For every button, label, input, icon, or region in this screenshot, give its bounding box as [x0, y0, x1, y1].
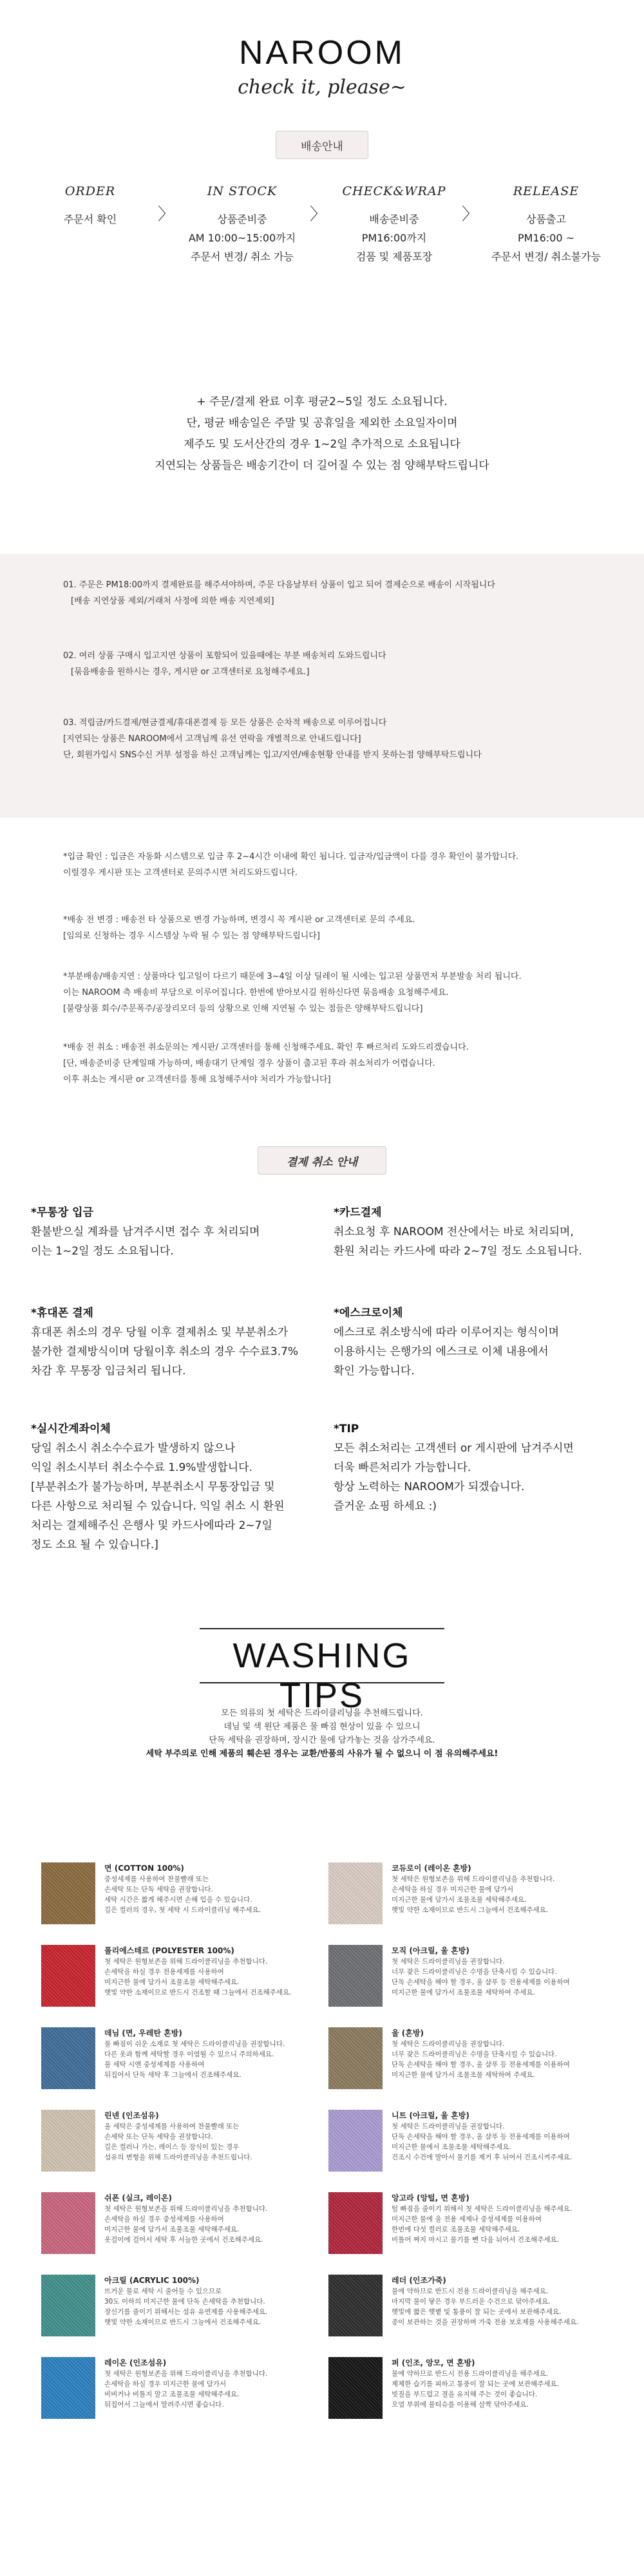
refund-title: *무통장 입금 — [31, 1206, 93, 1219]
fabric-swatch — [41, 2110, 95, 2172]
delivery-notice — [0, 392, 644, 477]
fabric-care-line: 너무 잦은 드라이클리닝은 수명을 단축시킬 수 있습니다. — [392, 2050, 557, 2058]
fabric-swatch — [328, 1862, 383, 1924]
fabric-name: 폴리에스테르 (POLYESTER 100%) — [104, 1946, 234, 1955]
step-line: 주문서 확인 — [63, 213, 117, 225]
refund-line: 취소요청 후 NAROOM 전산에서는 바로 처리되며, — [334, 1226, 574, 1238]
notice-line: 단, 평균 배송일은 주말 및 공휴일을 제외한 소요일자이며 — [186, 417, 458, 430]
refund-line: 당일 취소시 취소수수료가 발생하지 않으나 — [31, 1442, 236, 1455]
fabric-swatch — [328, 2357, 383, 2419]
fabric-item-polyester — [41, 1945, 325, 2009]
refund-line: 휴대폰 취소의 경우 당월 이후 결제취소 및 부분취소가 — [31, 1326, 289, 1339]
fabric-care-line: 뜨거운 물로 세탁 시 줄어들 수 있으므로 — [104, 2287, 222, 2295]
info-line: *부분배송/배송지연 : 상품마다 입고일이 다르기 때문에 3~4일 이상 딜레이 될 시에는 입고된 상품먼저 부분발송 처리 됩니다. — [63, 972, 522, 981]
fabric-swatch — [328, 2192, 383, 2254]
order-process-steps — [29, 184, 615, 281]
info-line: 이럴경우 게시판 또는 고객센터로 문의주시면 처리도와드립니다. — [63, 868, 298, 878]
fabric-care-line: 미지근한 물에 담가서 조물조물 세탁해주세요. — [104, 1978, 240, 1986]
refund-line: 익일 취소시부터 취소수수료 1.9%발생합니다. — [31, 1461, 252, 1474]
fabric-care-line: 미지근한 물에 담가서 조물조물 세탁하여 주세요. — [392, 1989, 535, 1996]
fabric-care-line: 마지막 물이 닿은 경우 부드러운 수건으로 닦아주세요. — [392, 2298, 551, 2306]
refund-line: 정도 소요 될 수 있습니다.] — [31, 1539, 158, 1551]
chevron-right-icon: 〉 — [310, 205, 327, 224]
step-line: 상품준비중 — [217, 213, 267, 225]
notice-line: 지연되는 상품들은 배송기간이 더 길어질 수 있는 점 양해부탁드립니다 — [155, 459, 489, 472]
fabric-swatch — [41, 2275, 95, 2336]
fabric-item-corduroy — [328, 1862, 612, 1927]
fabric-name: 울 (혼방) — [392, 2029, 424, 2038]
step-in-stock — [181, 184, 303, 266]
brand-title: NAROOM — [239, 34, 405, 71]
step-title: IN STOCK — [207, 184, 278, 198]
fabric-swatch — [41, 1862, 95, 1924]
refund-title: *휴대폰 결제 — [31, 1307, 93, 1320]
rule-note: [지연되는 상품은 NAROOM에서 고객님께 유선 연락을 개별적으로 안내드립니다] — [63, 734, 361, 744]
fabric-care-line: 첫 세탁은 원형보존을 위해 드라이클리닝을 추천합니다. — [104, 2370, 268, 2378]
fabric-care-line: 햇빛에 짧은 햇볕 및 통풍이 잘 되는 곳에서 보관해주세요. — [392, 2308, 562, 2316]
refund-line: 에스크로 취소방식에 따라 이루어지는 형식이며 — [334, 1326, 560, 1339]
fabric-care-line: 뒤집어서 단독 세탁 후 그늘에서 건조해주세요. — [104, 2071, 242, 2079]
fabric-care-line: 미지근한 물에서 조물조물 세탁해주세요. — [392, 2143, 511, 2151]
refund-line: 환원 처리는 카드사에 따라 2~7일 정도 소요됩니다. — [334, 1245, 582, 1258]
step-line: 검품 및 제품포장 — [355, 251, 433, 263]
refund-card — [334, 1203, 617, 1261]
refund-line: 차감 후 무통장 입금처리 됩니다. — [31, 1365, 186, 1378]
rule-text: 03. 적립금/카드결제/현금결제/휴대폰결제 등 모든 상품은 순차적 배송으로 이루어집니다 — [63, 718, 387, 728]
fabric-care-line: 비틀어 짜지 마시고 물기를 뺀 다음 뉘어서 건조해주세요. — [392, 2236, 559, 2244]
step-check-wrap — [333, 184, 455, 266]
fabric-care-line: 물에 약하므로 반드시 전용 드라이클리닝을 해주세요. — [392, 2370, 549, 2378]
washing-intro-line: 모든 의류의 첫 세탁은 드라이클리닝을 추천해드립니다. — [221, 1709, 423, 1718]
info-line: [불량상품 회수/주문폭주/공장리모더 등의 상황으로 인해 지연될 수 있는 점들은 양해부탁드립니다] — [63, 1004, 423, 1014]
fabric-name: 앙고라 (앙털, 면 혼방) — [392, 2193, 469, 2202]
notice-line: 제주도 및 도서산간의 경우 1~2일 추가적으로 소요됩니다 — [184, 438, 460, 451]
rule-note: 단, 회원가입시 SNS수신 거부 설정을 하신 고객님께는 입고/지연/배송현황 안내를 받지 못하는점 양해부탁드립니다 — [63, 750, 482, 760]
fabric-care-line: 제제한 습기를 피하고 통풍이 잘 되는 곳에 보관해주세요. — [392, 2380, 559, 2388]
fabric-name: 니트 (아크릴, 울 혼방) — [392, 2111, 469, 2120]
refund-line: 모든 취소처리는 고객센터 or 게시판에 남겨주시면 — [334, 1442, 574, 1455]
step-title: RELEASE — [513, 184, 580, 198]
info-line: [단, 배송준비중 단계일때 가능하며, 배송대기 단계일 경우 상품이 출고된 후라 취소처리가 어렵습니다. — [63, 1059, 435, 1068]
fabric-care-line: 손세탁 또는 단독 세탁을 권장합니다. — [104, 1886, 213, 1893]
fabric-item-cotton — [41, 1862, 325, 1927]
fabric-care-line: 중성세제를 사용하여 찬물빨래 또는 — [104, 1875, 209, 1883]
info-line: *입금 확인 : 입금은 자동화 시스템으로 입금 후 2~4시간 이내에 확인 됩니다. 입금자/입금액이 다를 경우 확인이 불가합니다. — [63, 852, 519, 862]
fabric-item-rayon — [41, 2357, 325, 2421]
refund-line: 환불받으실 계좌를 남겨주시면 접수 후 처리되며 — [31, 1226, 260, 1238]
fabric-care-line: 첫 세탁은 드라이클리닝을 권장합니다. — [392, 1958, 505, 1965]
fabric-care-line: 종이 보관하는 것을 권장하며 가죽 전용 보호제를 사용해주세요. — [392, 2318, 579, 2326]
info-payment-check — [63, 849, 617, 881]
fabric-care-line: 너무 잦은 드라이클리닝은 수명을 단축시킬 수 있습니다. — [392, 1968, 557, 1976]
fabric-care-line: 손세탁을 하실 경우 중성세제를 사용하여 — [104, 2215, 224, 2223]
washing-tips-title: WASHING TIPS — [232, 1636, 412, 1715]
fabric-care-line: 손세탁을 하실 경우 미지근한 물에 담가서 — [392, 1886, 514, 1893]
chevron-right-icon: 〉 — [462, 205, 479, 224]
washing-intro — [0, 1707, 644, 1761]
refund-line: 이는 1~2일 정도 소요됩니다. — [31, 1245, 174, 1258]
refund-line: 다른 사항으로 처리될 수 있습니다. 익일 취소 시 환원 — [31, 1500, 285, 1513]
rule-note: [배송 지연상품 제외/거래처 사정에 의한 배송 지연제외] — [71, 596, 274, 606]
rule-text: 02. 여러 상품 구매시 입고지연 상품이 포함되어 있을때에는 부분 배송처리 도와드립니다 — [63, 651, 386, 661]
fabric-care-line: 섬유의 변형을 위해 드라이클리닝을 추천드립니다. — [104, 2154, 252, 2161]
refund-line: 즐거운 쇼핑 하세요 :) — [334, 1500, 437, 1513]
fabric-item-leather — [328, 2275, 612, 2339]
rule-note: [묶음배송을 원하시는 경우, 게시판 or 고객센터로 요청해주세요.] — [71, 667, 310, 677]
fabric-care-line: 손세탁 또는 단독 세탁을 권장합니다. — [104, 2133, 213, 2141]
fabric-swatch — [41, 2192, 95, 2254]
fabric-swatch — [41, 1945, 95, 2007]
fabric-care-line: 햇빛 약한 소재이므로 반드시 그늘에서 건조해주세요. — [392, 1906, 549, 1914]
info-line: 이는 NAROOM 측 배송비 부담으로 이루어집니다. 한번에 받아보시길 원하신다면 묶음배송 요청해주세요. — [63, 988, 449, 998]
info-line: *배송 전 취소 : 배송전 취소문의는 게시판/ 고객센터를 통해 신청해주세요. 확인 후 빠르처리 도와드리겠습니다. — [63, 1043, 469, 1052]
fabric-care-line: 건조시 수건에 말아서 물기를 제거 후 뉘어서 건조시켜주세요. — [392, 2154, 573, 2161]
fabric-item-acrylic — [41, 2275, 325, 2339]
refund-line: 더욱 빠른처리가 가능합니다. — [334, 1461, 471, 1474]
fabric-care-line: 첫 세탁은 원형보존을 위해 드라이클리닝을 추천합니다. — [392, 1875, 555, 1883]
fabric-care-line: 단독 손세탁을 해야 할 경우, 울 샴푸 등 전용세제를 이용하여 — [392, 2061, 570, 2069]
fabric-care-line: 한번에 다섯 컬러로 조물조물 세탁해주세요. — [392, 2226, 520, 2233]
rule-item-03 — [63, 715, 617, 763]
step-line: 배송준비중 — [369, 213, 419, 225]
fabric-care-line: 빗질을 부드럽고 결을 유지해 주는 것이 좋습니다. — [392, 2391, 538, 2398]
delivery-info-badge: 배송안내 — [276, 131, 368, 159]
washing-intro-line: 데님 및 색 원단 제품은 물 빠짐 현상이 있을 수 있으니 — [223, 1722, 421, 1732]
rule-text: 01. 주문은 PM18:00까지 결제완료를 해주셔야하며, 주문 다음날부터 상품이 입고 되어 결제순으로 배송이 시작됩니다 — [63, 580, 495, 590]
fabric-care-line: 미지근한 물에 울 전용 세제나 중성세제를 이용하여 — [392, 2215, 542, 2223]
fabric-name: 린넨 (인조섬유) — [104, 2111, 159, 2120]
fabric-swatch — [328, 2110, 383, 2172]
fabric-care-line: 물에 약하므로 반드시 전용 드라이클리닝을 해주세요. — [392, 2287, 549, 2295]
refund-title: *실시간계좌이체 — [31, 1423, 111, 1435]
info-change-before-shipping — [63, 912, 617, 944]
refund-line: 처리는 결제해주신 은행사 및 카드사에따라 2~7일 — [31, 1519, 272, 1532]
fabric-item-chiffon — [41, 2192, 325, 2257]
washing-intro-warning: 세탁 부주의로 인해 제품의 훼손된 경우는 교환/반품의 사유가 될 수 없으니 이 점 유의해주세요! — [146, 1749, 498, 1759]
refund-tip — [334, 1419, 617, 1516]
refund-bank-transfer — [31, 1203, 314, 1261]
fabric-swatch — [328, 2275, 383, 2336]
refund-title: *TIP — [334, 1423, 359, 1435]
washing-intro-line: 단독 세탁을 권장하며, 장시간 물에 담가놓는 것을 삼가주세요. — [209, 1736, 435, 1745]
fabric-care-line: 단독 손세탁을 해야 할 경우, 울 샴푸 등 전용세제를 이용하여 — [392, 1978, 570, 1986]
fabric-care-line: 첫 세탁은 원형보존을 위해 드라이클리닝을 추천합니다. — [104, 2205, 268, 2213]
step-line: 상품출고 — [526, 213, 566, 225]
refund-line: 확인 가능합니다. — [334, 1365, 415, 1378]
refund-escrow — [334, 1303, 617, 1381]
info-cancel-before-shipping — [63, 1039, 617, 1088]
fabric-care-line: 비비거나 비틀지 말고 조물조물 세탁해주세요. — [104, 2391, 240, 2398]
refund-realtime-transfer — [31, 1419, 314, 1555]
notice-line: + 주문/결제 완료 이후 평균2~5일 정도 소요됩니다. — [196, 395, 448, 408]
fabric-swatch — [328, 1945, 383, 2007]
fabric-care-line: 손세탁을 하실 경우 전용세제를 사용하여 — [104, 1968, 224, 1976]
rule-item-01 — [63, 577, 617, 609]
fabric-name: 퍼 (인조, 앙모, 면 혼방) — [392, 2358, 475, 2367]
step-title: CHECK&WRAP — [342, 184, 446, 198]
fabric-item-angora — [328, 2192, 612, 2257]
fabric-name: 아크릴 (ACRYLIC 100%) — [104, 2276, 200, 2285]
fabric-care-line: 다른 옷과 함께 세탁할 경우 이염될 수 있으니 주의하세요. — [104, 2050, 274, 2058]
fabric-name: 모직 (아크릴, 울 혼방) — [392, 1946, 469, 1955]
fabric-name: 코듀로이 (레이온 혼방) — [392, 1864, 471, 1873]
step-line: 주문서 변경/ 취소불가능 — [491, 251, 601, 263]
fabric-name: 쉬폰 (실크, 레이온) — [104, 2193, 173, 2202]
fabric-care-line: 물 빠짐이 쉬운 소재로 첫 세탁은 드라이클리닝을 권장합니다. — [104, 2040, 285, 2048]
fabric-care-line: 첫 세탁은 드라이클리닝을 권장합니다. — [392, 2040, 505, 2048]
info-line: [임의로 신청하는 경우 시스템상 누락 될 수 있는 점 양해부탁드립니다] — [63, 931, 320, 941]
fabric-care-line: 뒤집어서 그늘에서 말려주시면 좋습니다. — [104, 2401, 224, 2409]
refund-line: 이용하시는 은행가의 에스크로 이체 내용에서 — [334, 1345, 549, 1358]
fabric-name: 데님 (면, 우레탄 혼방) — [104, 2029, 182, 2038]
info-line: *배송 전 변경 : 배송전 타 상품으로 변경 가능하며, 변경시 꼭 게시판 or 고객센터로 문의 주세요. — [63, 915, 415, 925]
fabric-item-knit — [328, 2110, 612, 2174]
step-line: PM16:00까지 — [361, 232, 427, 244]
refund-mobile-payment — [31, 1303, 314, 1381]
fabric-item-denim — [41, 2027, 325, 2092]
fabric-care-line: 햇빛 약한 소재이므로 반드시 그늘에서 건조해주세요. — [104, 2318, 261, 2326]
fabric-name: 면 (COTTON 100%) — [104, 1864, 184, 1873]
fabric-care-line: 털 빠짐을 줄이기 위해서 첫 세탁은 드라이클리닝을 해주세요. — [392, 2205, 573, 2213]
fabric-care-line: 손세탁을 하실 경우 미지근한 물에 담가서 — [104, 2380, 227, 2388]
step-title: ORDER — [64, 184, 116, 198]
fabric-swatch — [41, 2357, 95, 2419]
fabric-care-line: 장신기를 줄이기 위해서는 섬유 유연제를 사용해주세요. — [104, 2308, 268, 2316]
step-line: PM16:00 ~ — [517, 232, 575, 244]
fabric-care-line: 길은 컬러나 가는, 레이스 등 장식이 있는 경우 — [104, 2143, 240, 2151]
refund-line: 항상 노력하는 NAROOM가 되겠습니다. — [334, 1481, 525, 1493]
fabric-care-line: 미지근한 물에 담가서 조물조물 세탁해주세요. — [392, 1896, 527, 1904]
fabric-item-fur — [328, 2357, 612, 2421]
fabric-care-line: 첫 세탁은 원형보존을 위해 드라이클리닝을 추천합니다. — [104, 1958, 268, 1965]
fabric-care-line: 길은 컬러의 경우, 첫 세탁 시 드라이클리닝 해주세요. — [104, 1906, 261, 1914]
step-line: 주문서 변경/ 취소 가능 — [191, 251, 294, 263]
refund-title: *에스크로이체 — [334, 1307, 403, 1320]
fabric-item-wool-blend — [328, 1945, 612, 2009]
fabric-care-line: 울 세탁은 중성세제를 사용하여 찬물빨래 또는 — [104, 2123, 240, 2130]
fabric-care-line: 세탁 시간은 짧게 해주시면 손해 입을 수 있습니다. — [104, 1896, 252, 1904]
fabric-name: 레이온 (인조섬유) — [104, 2358, 167, 2367]
fabric-care-line: 오염 부위에 물티슈를 이용해 살짝 닦아주세요. — [392, 2401, 529, 2409]
fabric-care-line: 단독 손세탁을 해야 할 경우, 울 샴푸 등 전용세제를 이용하여 — [392, 2133, 570, 2141]
info-line: 이후 취소는 게시판 or 고객센터를 통해 요청해주셔야 처리가 가능합니다] — [63, 1075, 331, 1084]
fabric-care-line: 옷걸이에 걸어서 세탁 후 서늘한 곳에서 건조해주세요. — [104, 2236, 263, 2244]
refund-title: *카드결제 — [334, 1206, 382, 1219]
fabric-swatch — [41, 2027, 95, 2089]
step-line: AM 10:00~15:00까지 — [188, 232, 296, 244]
fabric-item-linen — [41, 2110, 325, 2174]
fabric-name: 레더 (인조가죽) — [392, 2276, 446, 2285]
chevron-right-icon: 〉 — [158, 205, 175, 224]
fabric-care-line: 30도 이하의 미지근한 물에 단독 손세탁을 추천합니다. — [104, 2298, 265, 2306]
refund-line: [부분취소가 불가능하며, 부분취소시 무통장입금 및 — [31, 1481, 275, 1493]
order-rules-box — [0, 554, 644, 818]
fabric-care-line: 물 세탁 시엔 중성세제를 사용하여 — [104, 2061, 205, 2069]
rule-item-02 — [63, 648, 617, 680]
step-order — [29, 184, 151, 229]
fabric-care-line: 햇빛 약한 소재이므로 반드시 건조할 때 그늘에서 건조해주세요. — [104, 1989, 292, 1996]
fabric-care-line: 미지근한 물에 담가서 조물조물 세탁하여 주세요. — [392, 2071, 535, 2079]
step-release — [485, 184, 607, 266]
refund-line: 불가한 결제방식이며 당월이후 취소의 경우 수수료3.7% — [31, 1345, 299, 1358]
brand-slogan: check it, please~ — [238, 76, 406, 99]
fabric-item-wool — [328, 2027, 612, 2092]
refund-info-badge: 결제 취소 안내 — [258, 1146, 386, 1175]
fabric-care-line: 첫 세탁은 드라이클리닝을 권장합니다. — [392, 2123, 505, 2130]
info-partial-delivery — [63, 969, 617, 1017]
fabric-swatch — [328, 2027, 383, 2089]
fabric-care-line: 미지근한 물에 담가서 조물조물 세탁해주세요. — [104, 2226, 240, 2233]
